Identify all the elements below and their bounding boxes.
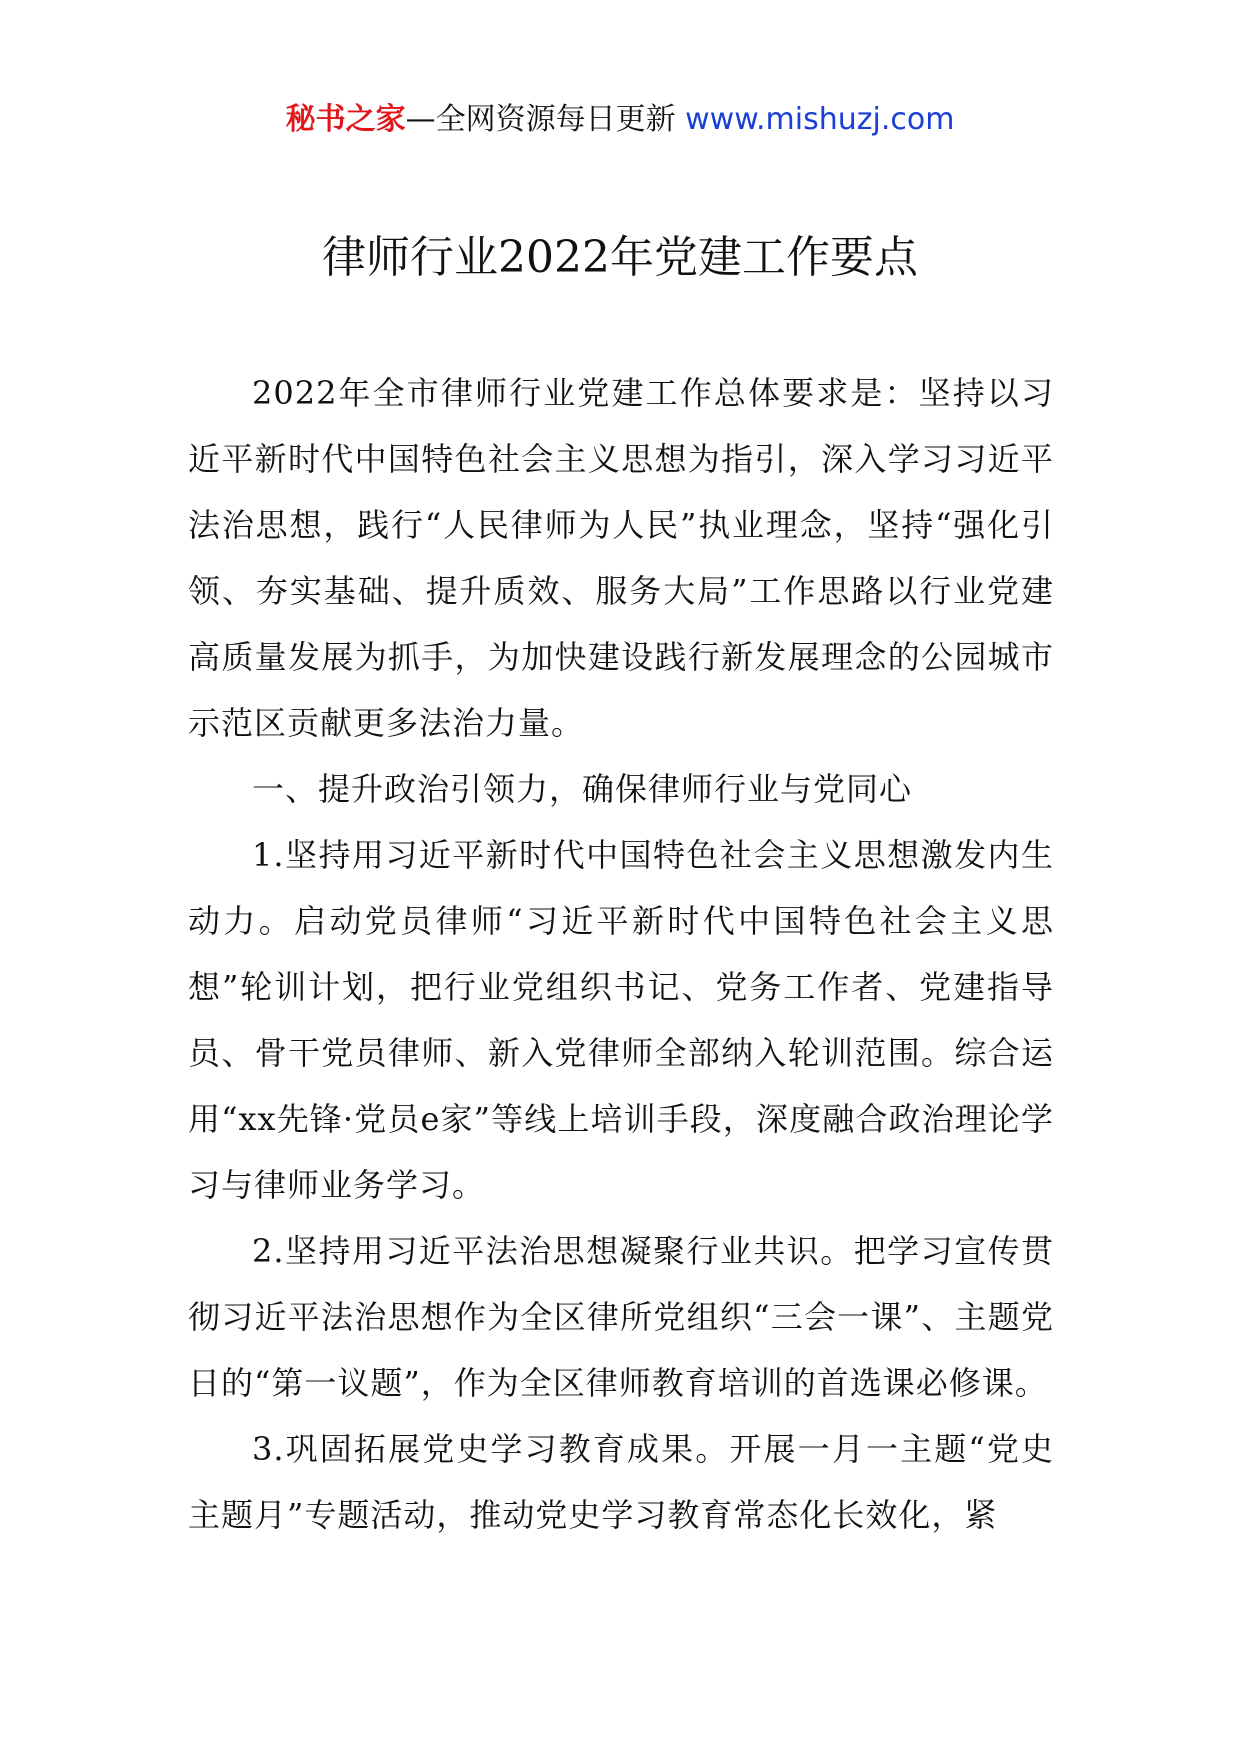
site-header <box>0 100 1240 140</box>
section-heading-1: 一、提升政治引领力，确保律师行业与党同心 <box>252 770 913 808</box>
paragraph-item-1: 1.坚持用习近平新时代中国特色社会主义思想激发内生动力。启动党员律师“习近平新时代中国特色社会主义思想”轮训计划，把行业党组织书记、党务工作者、党建指导员、骨干党员律师、新入党律师全部纳入轮训范围。综合运用“xx先锋·党员e家”等线上培训手段，深度融合政治理论学习与律师业务学习。 <box>188 836 1054 1204</box>
paragraph-intro: 2022年全市律师行业党建工作总体要求是：坚持以习近平新时代中国特色社会主义思想为指引，深入学习习近平法治思想，践行“人民律师为人民”执业理念，坚持“强化引领、夯实基础、提升质效、服务大局”工作思路以行业党建高质量发展为抓手，为加快建设践行新发展理念的公园城市示范区贡献更多法治力量。 <box>188 374 1054 742</box>
site-brand: 秘书之家 <box>285 102 406 137</box>
paragraph-item-3: 3.巩固拓展党史学习教育成果。开展一月一主题“党史主题月”专题活动，推动党史学习教育常态化长效化，紧 <box>188 1430 1054 1534</box>
site-url-link[interactable]: www.mishuzj.com <box>685 102 955 137</box>
document-body <box>188 360 1054 1548</box>
paragraph-item-2: 2.坚持用习近平法治思想凝聚行业共识。把学习宣传贯彻习近平法治思想作为全区律所党组织“三会一课”、主题党日的“第一议题”，作为全区律师教育培训的首选课必修课。 <box>188 1232 1054 1402</box>
document-title: 律师行业2022年党建工作要点 <box>322 232 918 283</box>
site-slogan: —全网资源每日更新 <box>405 102 676 137</box>
